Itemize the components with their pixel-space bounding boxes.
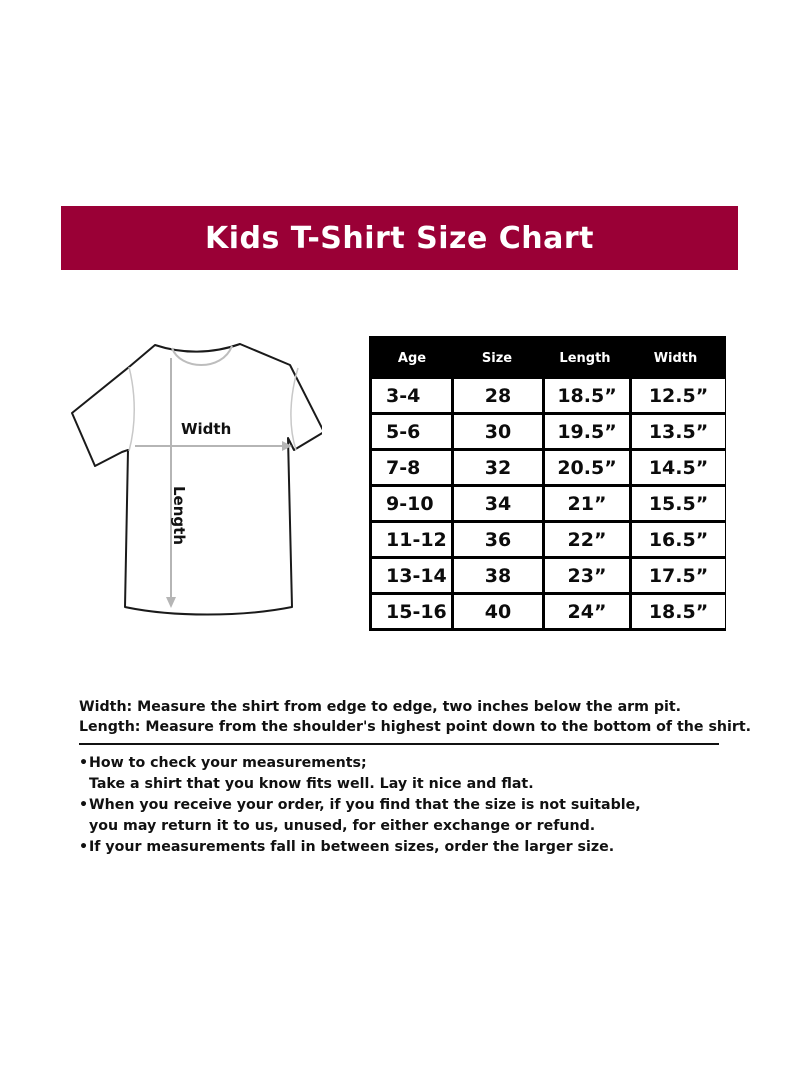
cell-age: 15-16	[372, 595, 451, 628]
column-header-age: Age	[397, 350, 427, 366]
cell-length: 20.5”	[545, 451, 629, 484]
divider	[79, 743, 719, 745]
table-row	[372, 559, 723, 592]
tip-text: If your measurements fall in between sizes, order the larger size.	[89, 839, 615, 855]
width-note: Width: Measure the shirt from edge to edge, two inches below the arm pit.	[79, 699, 682, 715]
cell-width: 12.5”	[632, 379, 725, 412]
title-banner	[61, 206, 738, 270]
tshirt-outline-icon	[62, 340, 322, 625]
table-row	[372, 487, 723, 520]
table-row	[372, 379, 723, 412]
cell-age: 13-14	[372, 559, 451, 592]
tips-list	[79, 753, 724, 858]
tip-item	[79, 753, 724, 795]
cell-age: 7-8	[372, 451, 451, 484]
tip-text-continued: you may return it to us, unused, for either exchange or refund.	[89, 818, 596, 834]
cell-length: 24”	[545, 595, 629, 628]
cell-width: 13.5”	[632, 415, 725, 448]
cell-length: 19.5”	[545, 415, 629, 448]
cell-length: 21”	[545, 487, 629, 520]
tip-text: When you receive your order, if you find that the size is not suitable,	[89, 797, 641, 813]
cell-size: 40	[454, 595, 542, 628]
cell-age: 5-6	[372, 415, 451, 448]
page-title: Kids T-Shirt Size Chart	[204, 220, 595, 256]
table-row	[372, 595, 723, 628]
tip-text-continued: Take a shirt that you know fits well. Lay it nice and flat.	[89, 776, 534, 792]
cell-size: 28	[454, 379, 542, 412]
cell-size: 38	[454, 559, 542, 592]
cell-width: 16.5”	[632, 523, 725, 556]
cell-length: 22”	[545, 523, 629, 556]
cell-size: 30	[454, 415, 542, 448]
bullet-icon: •	[79, 755, 89, 771]
cell-width: 15.5”	[632, 487, 725, 520]
table-row	[372, 451, 723, 484]
column-header-width: Width	[653, 350, 698, 366]
length-note: Length: Measure from the shoulder's highest point down to the bottom of the shirt.	[79, 719, 752, 735]
cell-width: 18.5”	[632, 595, 725, 628]
bullet-icon: •	[79, 797, 89, 813]
cell-size: 34	[454, 487, 542, 520]
tshirt-diagram	[62, 340, 322, 625]
measurement-notes	[79, 697, 752, 737]
cell-age: 9-10	[372, 487, 451, 520]
tip-item	[79, 837, 724, 858]
cell-length: 18.5”	[545, 379, 629, 412]
cell-size: 36	[454, 523, 542, 556]
cell-size: 32	[454, 451, 542, 484]
cell-length: 23”	[545, 559, 629, 592]
width-label: Width	[181, 420, 232, 438]
table-header	[372, 339, 723, 377]
bullet-icon: •	[79, 839, 89, 855]
length-label: Length	[170, 486, 188, 545]
tip-text: How to check your measurements;	[89, 755, 367, 771]
column-header-length: Length	[559, 350, 611, 366]
table-body	[372, 379, 723, 628]
tip-item	[79, 795, 724, 837]
table-row	[372, 523, 723, 556]
cell-width: 17.5”	[632, 559, 725, 592]
table-row	[372, 415, 723, 448]
cell-width: 14.5”	[632, 451, 725, 484]
column-header-size: Size	[481, 350, 513, 366]
cell-age: 11-12	[372, 523, 451, 556]
cell-age: 3-4	[372, 379, 451, 412]
size-table	[369, 336, 726, 631]
